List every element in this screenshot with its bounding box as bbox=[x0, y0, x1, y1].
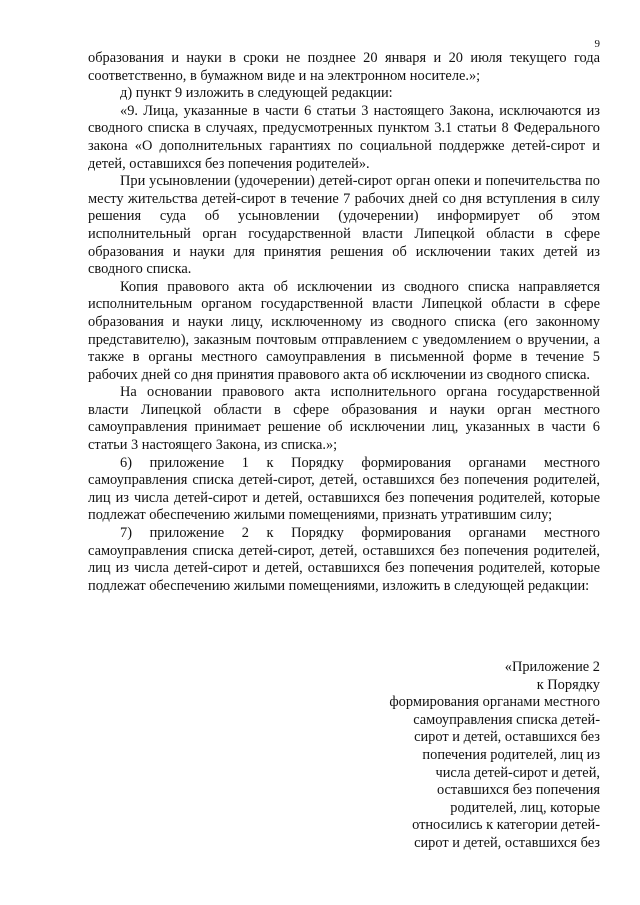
body-text bbox=[88, 50, 600, 595]
appendix-line: числа детей-сирот и детей, bbox=[435, 764, 600, 781]
paragraph-2: д) пункт 9 изложить в следующей редакции: bbox=[120, 85, 393, 102]
appendix-line: сирот и детей, оставшихся без bbox=[414, 729, 600, 746]
paragraph-3: «9. Лица, указанные в части 6 статьи 3 настоящего Закона, исключаются из сводного списка в случаях, предусмотренных пунктом 3.1 статьи 8 Федерального закона «О дополнительных гарантиях по социальной поддержке детей-сирот и детей, оставшихся без попечения родителей». bbox=[88, 102, 600, 172]
paragraph-4: При усыновлении (удочерении) детей-сирот орган опеки и попечительства по месту жительства детей-сирот в течение 7 рабочих дней со дня вступления в силу решения суда об усыновлении (удочерении) информирует об этом исполнительный орган государственной власти Липецкой области в сфере образования и науки для принятия решения об исключении таких детей из сводного списка. bbox=[88, 173, 600, 278]
appendix-line: родителей, лиц, которые bbox=[450, 799, 600, 816]
paragraph-1: образования и науки в сроки не позднее 20 января и 20 июля текущего года соответственно, в бумажном виде и на электронном носителе.»; bbox=[88, 50, 600, 84]
paragraph-8: 7) приложение 2 к Порядку формирования органами местного самоуправления списка детей-сирот, детей, оставшихся без попечения родителей, лиц из числа детей-сирот и детей, оставшихся без попечения родителей, которые подлежат обеспечению жилыми помещениями, изложить в следующей редакции: bbox=[88, 525, 600, 594]
paragraph-5: Копия правового акта об исключении из сводного списка направляется исполнительным органом государственной власти Липецкой области в сфере образования и науки лицу, исключенному из сводного списка (его законному представителю), заказным почтовым отправлением с уведомлением о вручении, а также в органы местного самоуправления в письменной форме в течение 5 рабочих дней со дня принятия правового акта об исключении из сводного списка. bbox=[88, 278, 600, 383]
appendix-line: «Приложение 2 bbox=[504, 659, 600, 675]
appendix-line: попечения родителей, лиц из bbox=[422, 746, 600, 763]
page-number: 9 bbox=[594, 38, 600, 50]
appendix-heading bbox=[360, 659, 600, 853]
appendix-line: к Порядку bbox=[536, 676, 600, 693]
appendix-line: самоуправления списка детей- bbox=[413, 711, 600, 728]
appendix-line: сирот и детей, оставшихся без bbox=[414, 834, 600, 851]
appendix-line: формирования органами местного bbox=[389, 694, 600, 711]
paragraph-7: 6) приложение 1 к Порядку формирования органами местного самоуправления списка детей-сирот, детей, оставшихся без попечения родителей, лиц из числа детей-сирот и детей, оставшихся без попечения родителей, которые подлежат обеспечению жилыми помещениями, признать утратившим силу; bbox=[88, 454, 600, 524]
appendix-line: относились к категории детей- bbox=[412, 817, 600, 834]
paragraph-6: На основании правового акта исполнительного органа государственной власти Липецкой области в сфере образования и науки орган местного самоуправления принимает решение об исключении лиц, указанных в части 6 статьи 3 настоящего Закона, из списка.»; bbox=[88, 384, 600, 454]
appendix-line: оставшихся без попечения bbox=[436, 782, 600, 799]
